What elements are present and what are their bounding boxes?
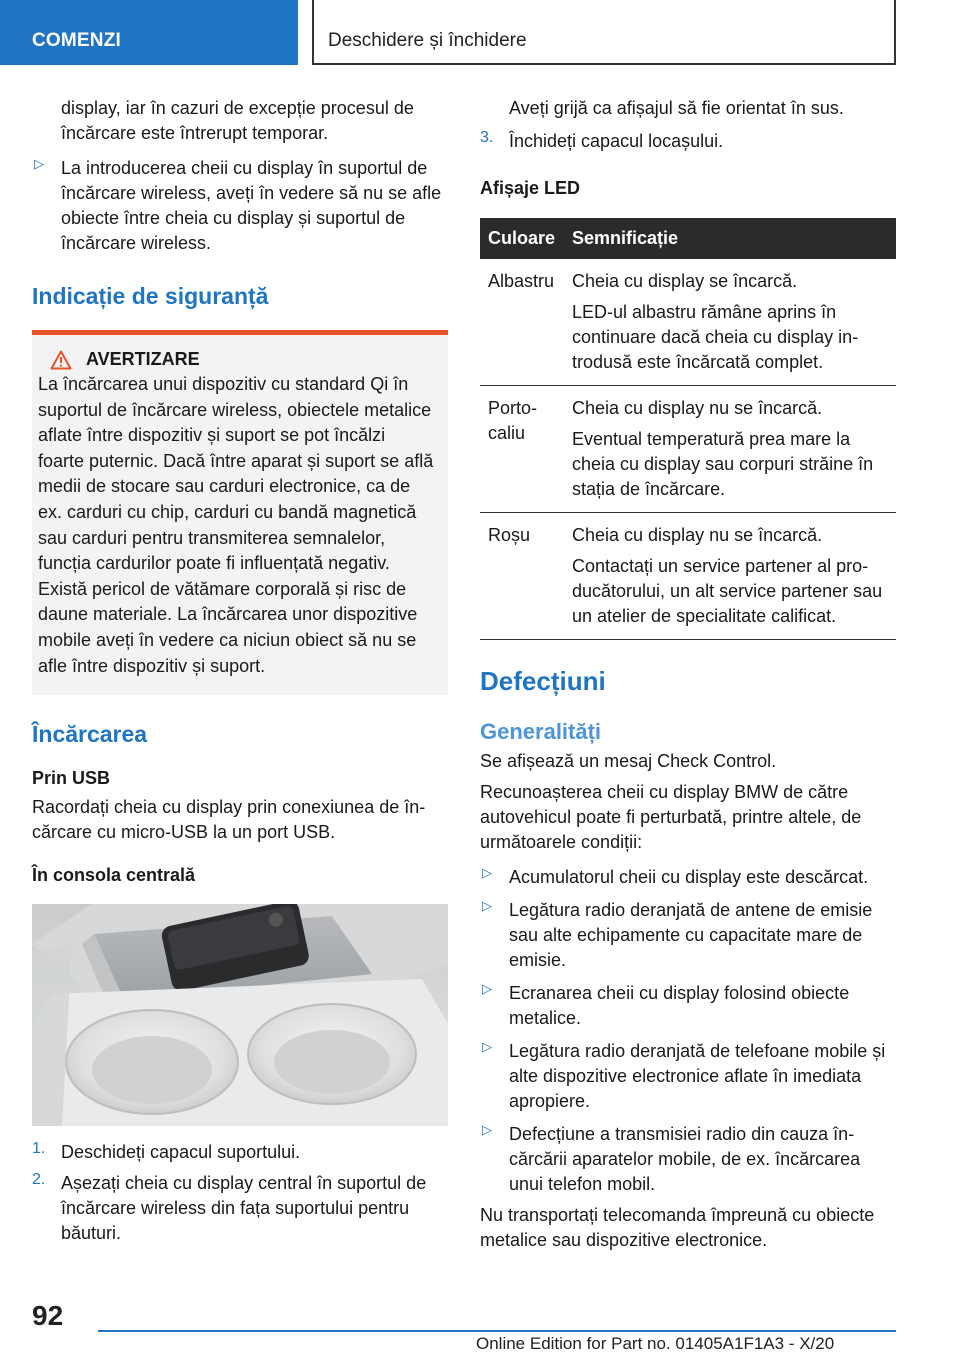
list-item: ▷ Ecranarea cheii cu display folosind obiecte metalice. — [482, 981, 850, 1028]
defects-heading: Defecțiuni — [480, 666, 606, 696]
general-paragraph: Se afișează un mesaj Check Control. — [480, 751, 777, 771]
chapter-title: Deschidere și închidere — [328, 30, 527, 51]
list-item: ▷ Legătura radio deranjată de telefoane mobile și alte dispozitive electronice aflate în imediata apropiere. — [482, 1039, 886, 1111]
triangle-bullet-icon: ▷ — [34, 156, 44, 171]
section-title: COMENZI — [32, 30, 122, 51]
chapter-tab — [312, 0, 896, 65]
triangle-bullet-icon: ▷ — [482, 865, 492, 880]
list-item: ▷ Acumulatorul cheii cu display este descărcat. — [482, 865, 869, 887]
step-item: 3. Închideți capacul locașului. — [480, 129, 724, 151]
charging-heading: Încărcarea — [32, 721, 148, 748]
warning-title: AVERTIZARE — [86, 349, 200, 369]
footer-divider — [98, 1330, 896, 1332]
page-number: 92 — [32, 1300, 64, 1331]
table-header-meaning: Semnificație — [564, 218, 896, 259]
console-heading: În consola centrală — [32, 865, 196, 886]
triangle-bullet-icon: ▷ — [482, 981, 492, 996]
usb-text: Racordați cheia cu display prin conexiunea de încărcare cu micro-USB la un port USB. — [32, 797, 426, 843]
step-item: 2. Așezați cheia cu display central în suportul de încărcare wireless din fața suportului pentru băuturi. — [32, 1171, 427, 1244]
warning-triangle-icon — [50, 350, 72, 370]
table-row: Albastru Cheia cu display se încarcă. LED-ul albastru rămâne aprins în continuare dacă cheia cu display introdusă este încărcată complet. — [480, 259, 896, 386]
step-continuation: Aveți grijă ca afișajul să fie orientat în sus. — [509, 98, 844, 118]
table-header-color: Culoare — [480, 218, 564, 259]
center-console-photo — [32, 904, 448, 1126]
section-tab — [0, 0, 298, 65]
left-column — [32, 96, 448, 1246]
table-row: Portocaliu Cheia cu display nu se încarcă. Eventual temperatură prea mare la cheia cu display sau corpuri străine în stația de încărcare. — [480, 386, 896, 513]
triangle-bullet-icon: ▷ — [482, 1039, 492, 1054]
led-table — [480, 218, 896, 640]
triangle-bullet-icon: ▷ — [482, 1122, 492, 1137]
safety-heading: Indicație de siguranță — [32, 283, 269, 309]
general-paragraph: Recunoașterea cheii cu display BMW de către autovehicul poate fi perturbată, printre altele, de următoarele condiții: — [480, 782, 862, 852]
list-item: ▷ La introducerea cheii cu display în suportul de încărcare wireless, aveți în vedere să nu se afle obiecte între cheia cu display și suportul de încărcare wireless. — [34, 156, 442, 253]
intro-continuation: display, iar în cazuri de excepție procesul de încărcare este întrerupt temporar. — [61, 98, 414, 143]
table-row: Roșu Cheia cu display nu se încarcă. Contactați un service partener al producătorului, un alt service partener sau un atelier de specialitate calificat. — [480, 513, 896, 640]
triangle-bullet-icon: ▷ — [482, 898, 492, 913]
step-item: 1. Deschideți capacul suportului. — [32, 1140, 301, 1163]
list-item: ▷ Defecțiune a transmisiei radio din cauza încărcării aparatelor mobile, de ex. încărcarea unui telefon mobil. — [482, 1122, 861, 1194]
general-heading: Generalități — [480, 719, 602, 744]
usb-heading: Prin USB — [32, 768, 111, 789]
list-item: ▷ Legătura radio deranjată de antene de emisie sau alte echipamente cu capacitate mare de emisie. — [482, 898, 873, 970]
warning-box — [32, 330, 448, 695]
warning-text: La încărcarea unui dispozitiv cu standard Qi în suportul de încărcare wireless, obiectele metalice aflate între dispozitiv și suport se pot încălzi foarte puternic. Dacă între aparat și suport se află medii de stocare sau carduri electronice, ca de ex. carduri cu chip, carduri cu bandă magnetică sau carduri pentru transmiterea semnalelor, funcția cardurilor poate fi influențată negativ. Există pericol de vătămare corporală și risc de daune materiale. La încărcarea unor dispozitive mobile aveți în vedere ca niciun obiect să nu se afle între dispozitiv și suport. — [38, 374, 434, 676]
right-column — [480, 96, 896, 1253]
edition-note: Online Edition for Part no. 01405A1F1A3 - X/20 — [476, 1334, 835, 1353]
led-heading: Afișaje LED — [480, 178, 581, 198]
closing-paragraph: Nu transportați telecomanda împreună cu obiecte metalice sau dispozitive electronice. — [480, 1205, 875, 1250]
console-image — [32, 904, 448, 1126]
